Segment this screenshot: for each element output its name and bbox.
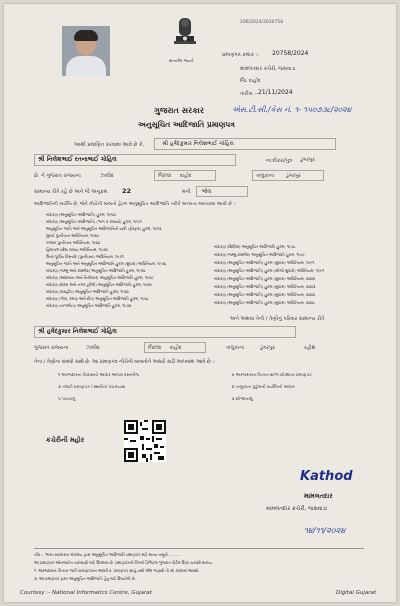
office-line1: મામલતદાર કચેરી, જસવાડા bbox=[240, 66, 296, 72]
list-item: બંધારણ (આંદામાન અને નિકોબાર) અનુસૂચિત આદિજાતિ હુકમ, ૧૯૫૯ bbox=[46, 275, 154, 280]
district-name: દાહોદ bbox=[180, 173, 192, 179]
father-name: શ્રી નિલેશભાઈ રતનાભાઈ ગોહિલ bbox=[38, 156, 117, 163]
list-item: બંધારણ (સિક્કિમ) અનુસૂચિત આદિજાતિ હુકમ, ૧૯૭૮ bbox=[214, 244, 296, 249]
basis-item: ૫ પંચનામું bbox=[58, 396, 76, 401]
list-item: ઉત્તર પૂર્વીય વિસ્તારો (પુનર્રચના) અધિનિયમ, ૧૯૭૧ bbox=[46, 254, 124, 259]
village-name-2: ડુંગરપુર bbox=[286, 173, 301, 179]
list-item: અનુસૂચિત જાતિ અને અનુસૂચિત આદિજાતિ હુકમ (સુધારા) અધિનિયમ, ૧૯૭૬ bbox=[46, 261, 166, 266]
list-item: બંધારણ (લક્ષદ્વીપ) અનુસૂચિત આદિજાતિ હુકમ, ૧૯૬૨ bbox=[46, 289, 129, 294]
footnote: આ પ્રમાણપત્ર ઓનલાઈન ચકાસણી માટે ઉપલબ્ધ છે. પ્રમાણપત્રની વિગતો ડિજિટલ ગુજરાત પોર્ટલ ઉપર ચકાસી શકાય. bbox=[34, 560, 213, 565]
issue-date: 21/11/2024 bbox=[258, 89, 293, 96]
basis-item: ૨ અરજદારના પિતાના શાળા છોડ્યાના પ્રમાણપત્ર bbox=[232, 372, 312, 377]
state-title: ગુજરાત સરકાર bbox=[154, 106, 204, 115]
certificate-sheet bbox=[4, 4, 396, 602]
list-item: અનુસૂચિત જાતિ અને અનુસૂચિત આદિજાતિની યાદી (ફેરફાર) હુકમ, ૧૯૫૬ bbox=[46, 226, 162, 231]
list-item: બંધારણ (ગોવા, દમણ અને દીવ) અનુસૂચિત આદિજાતિ હુકમ, ૧૯૬૮ bbox=[46, 296, 149, 301]
para4-text: અને અથવા તેની / તેણીનું પરિવાર સામાન્ય રીતે bbox=[230, 316, 325, 322]
list-item: બંધારણ (અનુસૂચિત આદિજાતિ) હુકમ (સુધારા) અધિનિયમ, ૨૦૦૮ bbox=[214, 300, 315, 305]
holder-jillo: જિલ્લા bbox=[148, 345, 162, 351]
tribe-name: ભીલ bbox=[202, 189, 212, 195]
officer-title: મામલતદાર bbox=[304, 492, 333, 500]
list-item: બંધારણ (જમ્મુ અને કાશ્મીર) અનુસૂચિત આદિજાતિ હુકમ, ૧૯૫૬ bbox=[46, 268, 146, 273]
list-item: બંધારણ (દાદરા અને નગર હવેલી) અનુસૂચિત આદિજાતિ હુકમ, ૧૯૬૨ bbox=[46, 282, 152, 287]
para5-text: તેના / તેણીના સંબંધો સાથે છે. આ પ્રમાણપત્ર નીચેની બાબતોને આધારે કાઢી આપવામાં આવે છે :- bbox=[34, 360, 216, 365]
state-line: છે. ને ગુજરાત રાજ્યના bbox=[34, 173, 81, 179]
basis-item: ૪ નજીકના કુટુંબની વ્યક્તિનો આધાર bbox=[232, 384, 295, 389]
footnote: નોંધ :- ભારત સરકારના મંત્રાલય દ્વારા અનુસૂચિત આદિજાતિ પ્રમાણપત્ર માટે માન્ય નમૂનો .......... bbox=[34, 552, 182, 557]
list-item: બંધારણ (અનુસૂચિત આદિજાતિ) હુકમ (સુધારા) અધિનિયમ, ૨૦૦૩ bbox=[214, 284, 316, 289]
digital-gujarat-text: Digital Gujarat bbox=[336, 590, 377, 596]
taluka-label: તાલુકાના bbox=[256, 173, 275, 179]
list-item: બંધારણ (અનુસૂચિત આદિજાતિ) (ભાગ ક રાજ્યો) હુકમ, ૧૯૫૧ bbox=[46, 219, 142, 224]
holder-rahish: રહીશ bbox=[304, 345, 316, 351]
village-name: ડુંગરપુર bbox=[300, 157, 315, 163]
serial-number: 206/2024/2030758 bbox=[240, 20, 284, 25]
serial-after: મની bbox=[182, 189, 191, 195]
list-item: મુંબઈ પુનર્રચના અધિનિયમ, ૧૯૬૦ bbox=[46, 233, 99, 238]
signature-date: ૧૪/૧૧/૨૦૨૪ bbox=[304, 526, 346, 535]
emblem-caption: સત્યમેવ જયતે bbox=[169, 58, 194, 63]
holder-village: ડુંગરપુર bbox=[260, 345, 275, 351]
document-title: અનુસૂચિત આદિજાતિ પ્રમાણપત્ર bbox=[138, 120, 235, 129]
holder-district: દાહોદ bbox=[170, 345, 182, 351]
list-item: બંધારણ (અનુસૂચિત આદિજાતિ) હુકમ (બીજો સુધારો) અધિનિયમ, ૧૯૯૧ bbox=[214, 268, 325, 273]
footnote: ૧. અરજદારના પિતાના જાતિ પ્રમાણપત્રના આધારે ૨. પ્રમાણપત્ર સાચું નથી એમ જણાશે તો રદ કરવામાં આવશે. bbox=[34, 568, 200, 573]
list-item: પંજાબ પુનર્રચના અધિનિયમ, ૧૯૬૬ bbox=[46, 240, 101, 245]
list-item: બંધારણ (અનુસૂચિત આદિજાતિ) હુકમ (સુધારા) અધિનિયમ, ૨૦૦૨ bbox=[214, 276, 315, 281]
office-seal-label: કચેરીની મહોર bbox=[46, 436, 85, 444]
basis-item: ૩ તલાટી પ્રમાણપત્ર / સ્થાનિક પંચકયાસ bbox=[58, 384, 126, 389]
applicant-photo bbox=[62, 26, 110, 76]
national-emblem-icon bbox=[170, 16, 200, 56]
list-item: બંધારણ (નાગાલેન્ડ) અનુસૂચિત આદિજાતિ હુકમ, ૧૯૭૦ bbox=[46, 303, 132, 308]
cert-no-label: પ્રમાણપત્ર ક્રમાંક :- bbox=[222, 52, 260, 58]
list-item: બંધારણ (અનુસૂચિત આદિજાતિ) હુકમ, ૧૯૫૦ bbox=[46, 212, 116, 217]
holder-name: શ્રી હર્ષદકુમાર નિલેશભાઈ ગોહિલ bbox=[38, 328, 117, 335]
applicant-name: શ્રી હર્ષદકુમાર નિલેશભાઈ ગોહિલ bbox=[162, 141, 234, 147]
holder-taluka-label: તાલુકાના bbox=[226, 345, 245, 351]
officer-signature: Kathod bbox=[300, 469, 353, 484]
list-item: બંધારણ (જમ્મુ-કાશ્મીર) અનુસૂચિત આદિજાતિ હુકમ, ૧૯૮૯ bbox=[214, 252, 305, 257]
list-item: હિમાચલ પ્રદેશ રાજ્ય અધિનિયમ, ૧૯૭૦ bbox=[46, 247, 108, 252]
intro-text: આથી પ્રમાણિત કરવામાં આવે છે કે, bbox=[74, 142, 145, 148]
cert-number: 20758/2024 bbox=[272, 50, 309, 57]
basis-item: ૬ સોગંદનામું bbox=[232, 396, 253, 401]
holder-taluka-name: ઝાલોદ bbox=[86, 345, 100, 351]
list-item: બંધારણ (અનુસૂચિત આદિજાતિ) હુકમ (સુધારા) અધિનિયમ, ૨૦૦૬ bbox=[214, 292, 315, 297]
son-of-label: ના દીકરા/પુત્ર bbox=[266, 158, 293, 164]
para2-text: સામાન્ય રીતે રહે છે અને જે અનુક્રમ bbox=[34, 189, 108, 195]
officer-office: મામલતદાર કચેરી, જસવાડા bbox=[266, 506, 327, 512]
footnote: ૩. આ પ્રમાણપત્ર ફક્ત અનુસૂચિત આદિજાતિ હેતુ માટે ઉપયોગી છે. bbox=[34, 576, 136, 581]
holder-state: ગુજરાત રાજ્યના bbox=[34, 345, 69, 351]
office-line2: જિ. દાહોદ bbox=[240, 78, 261, 84]
courtesy-text: Courtesy :- National Informatics Centre, Gujarat bbox=[20, 590, 152, 596]
date-label: તારીખ :- bbox=[240, 91, 258, 97]
jillo-label: જિલ્લા bbox=[158, 173, 172, 179]
taluka-name: ઝાલોદ bbox=[100, 173, 114, 179]
serial-in-list: 22 bbox=[122, 187, 132, 195]
handwritten-ref: એસ.ટી.સી./કેસ નં. ૧- ૧૫૦૭૩૮/૨૦૨૪ bbox=[232, 105, 352, 114]
qr-code-icon[interactable] bbox=[124, 420, 166, 462]
list-item: બંધારણ (અનુસૂચિત આદિજાતિ) હુકમ (સુધારા) અધિનિયમ, ૧૯૯૧ bbox=[214, 260, 315, 265]
basis-item: ૧ અરજદારના નિવાસનો આધાર આધાર દસ્તાવેજ bbox=[58, 372, 140, 377]
para3-text: આદિજાતિની વ્યક્તિ છે, જેને નીચેની બાબતો હેઠળ અનુસૂચિત આદિજાતિ તરીકે માન્યતા આપવામાં આવી છે :- bbox=[34, 202, 237, 207]
